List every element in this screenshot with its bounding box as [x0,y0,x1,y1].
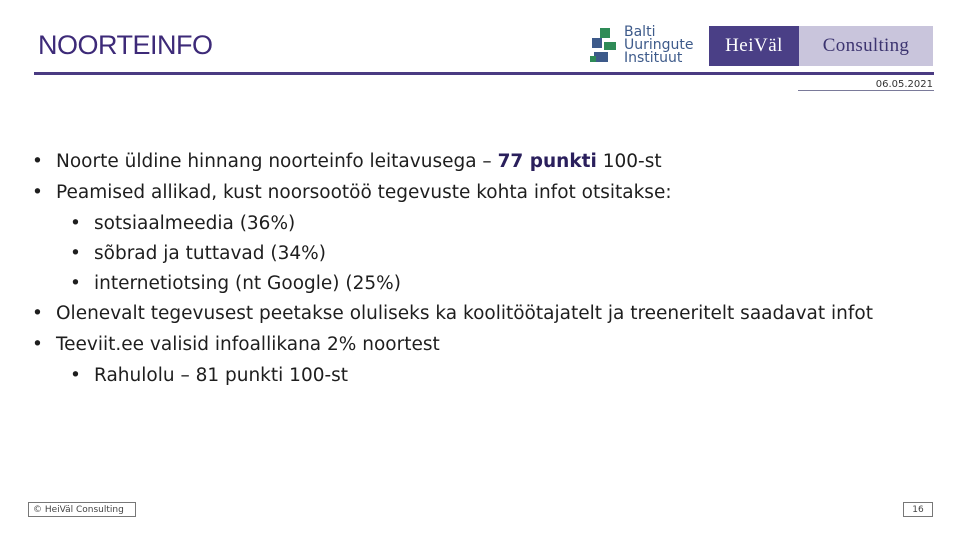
bullet-item [32,331,932,362]
sub-bullet-item [70,210,932,240]
sub-bullet-item [70,240,932,270]
slide-date: 06.05.2021 [875,79,933,90]
bullet-text: Olenevalt tegevusest peetakse oluliseks ka koolitöötajatelt ja treeneritelt saadavat infot [56,303,873,324]
bui-logo-line: Instituut [624,50,683,66]
footer-page-number: 16 [903,502,933,517]
bui-logo-text [624,26,694,65]
heival-logo-text: HeiVäl [725,35,783,56]
heival-consulting-logo [709,26,933,66]
slide-title: NOORTEINFO [38,30,213,60]
bui-logo-line: Uuringute [624,37,694,53]
bullet-item [32,148,932,179]
heival-logo-left [709,26,799,66]
bui-logo [588,26,692,68]
bui-logo-line: Balti [624,24,656,40]
bullet-text: Noorte üldine hinnang noorteinfo leitavusega – [56,151,498,172]
title-underline [34,72,934,75]
sub-bullet-item [70,270,932,300]
bullet-text: Teeviit.ee valisid infoallikana 2% noortest [56,334,440,355]
date-underline [798,90,934,91]
sub-bullet-item [70,362,932,392]
bullet-text: Rahulolu – 81 punkti 100-st [94,365,349,386]
bullet-list [32,148,932,392]
footer-copyright: © HeiVäl Consulting [28,502,136,517]
bullet-text: Peamised allikad, kust noorsootöö tegevuste kohta infot otsitakse: [56,182,672,203]
heival-logo-right [799,26,933,66]
bui-logo-icon [588,26,620,66]
bullet-text: sõbrad ja tuttavad (34%) [94,243,326,264]
consulting-logo-text: Consulting [822,35,910,56]
bullet-item [32,300,932,331]
bullet-text: 100-st [596,151,662,172]
bullet-item [32,179,932,210]
bullet-text: internetiotsing (nt Google) (25%) [94,273,401,294]
bullet-bold-value: 77 punkti [497,151,597,172]
bullet-text: sotsiaalmeedia (36%) [94,213,296,234]
